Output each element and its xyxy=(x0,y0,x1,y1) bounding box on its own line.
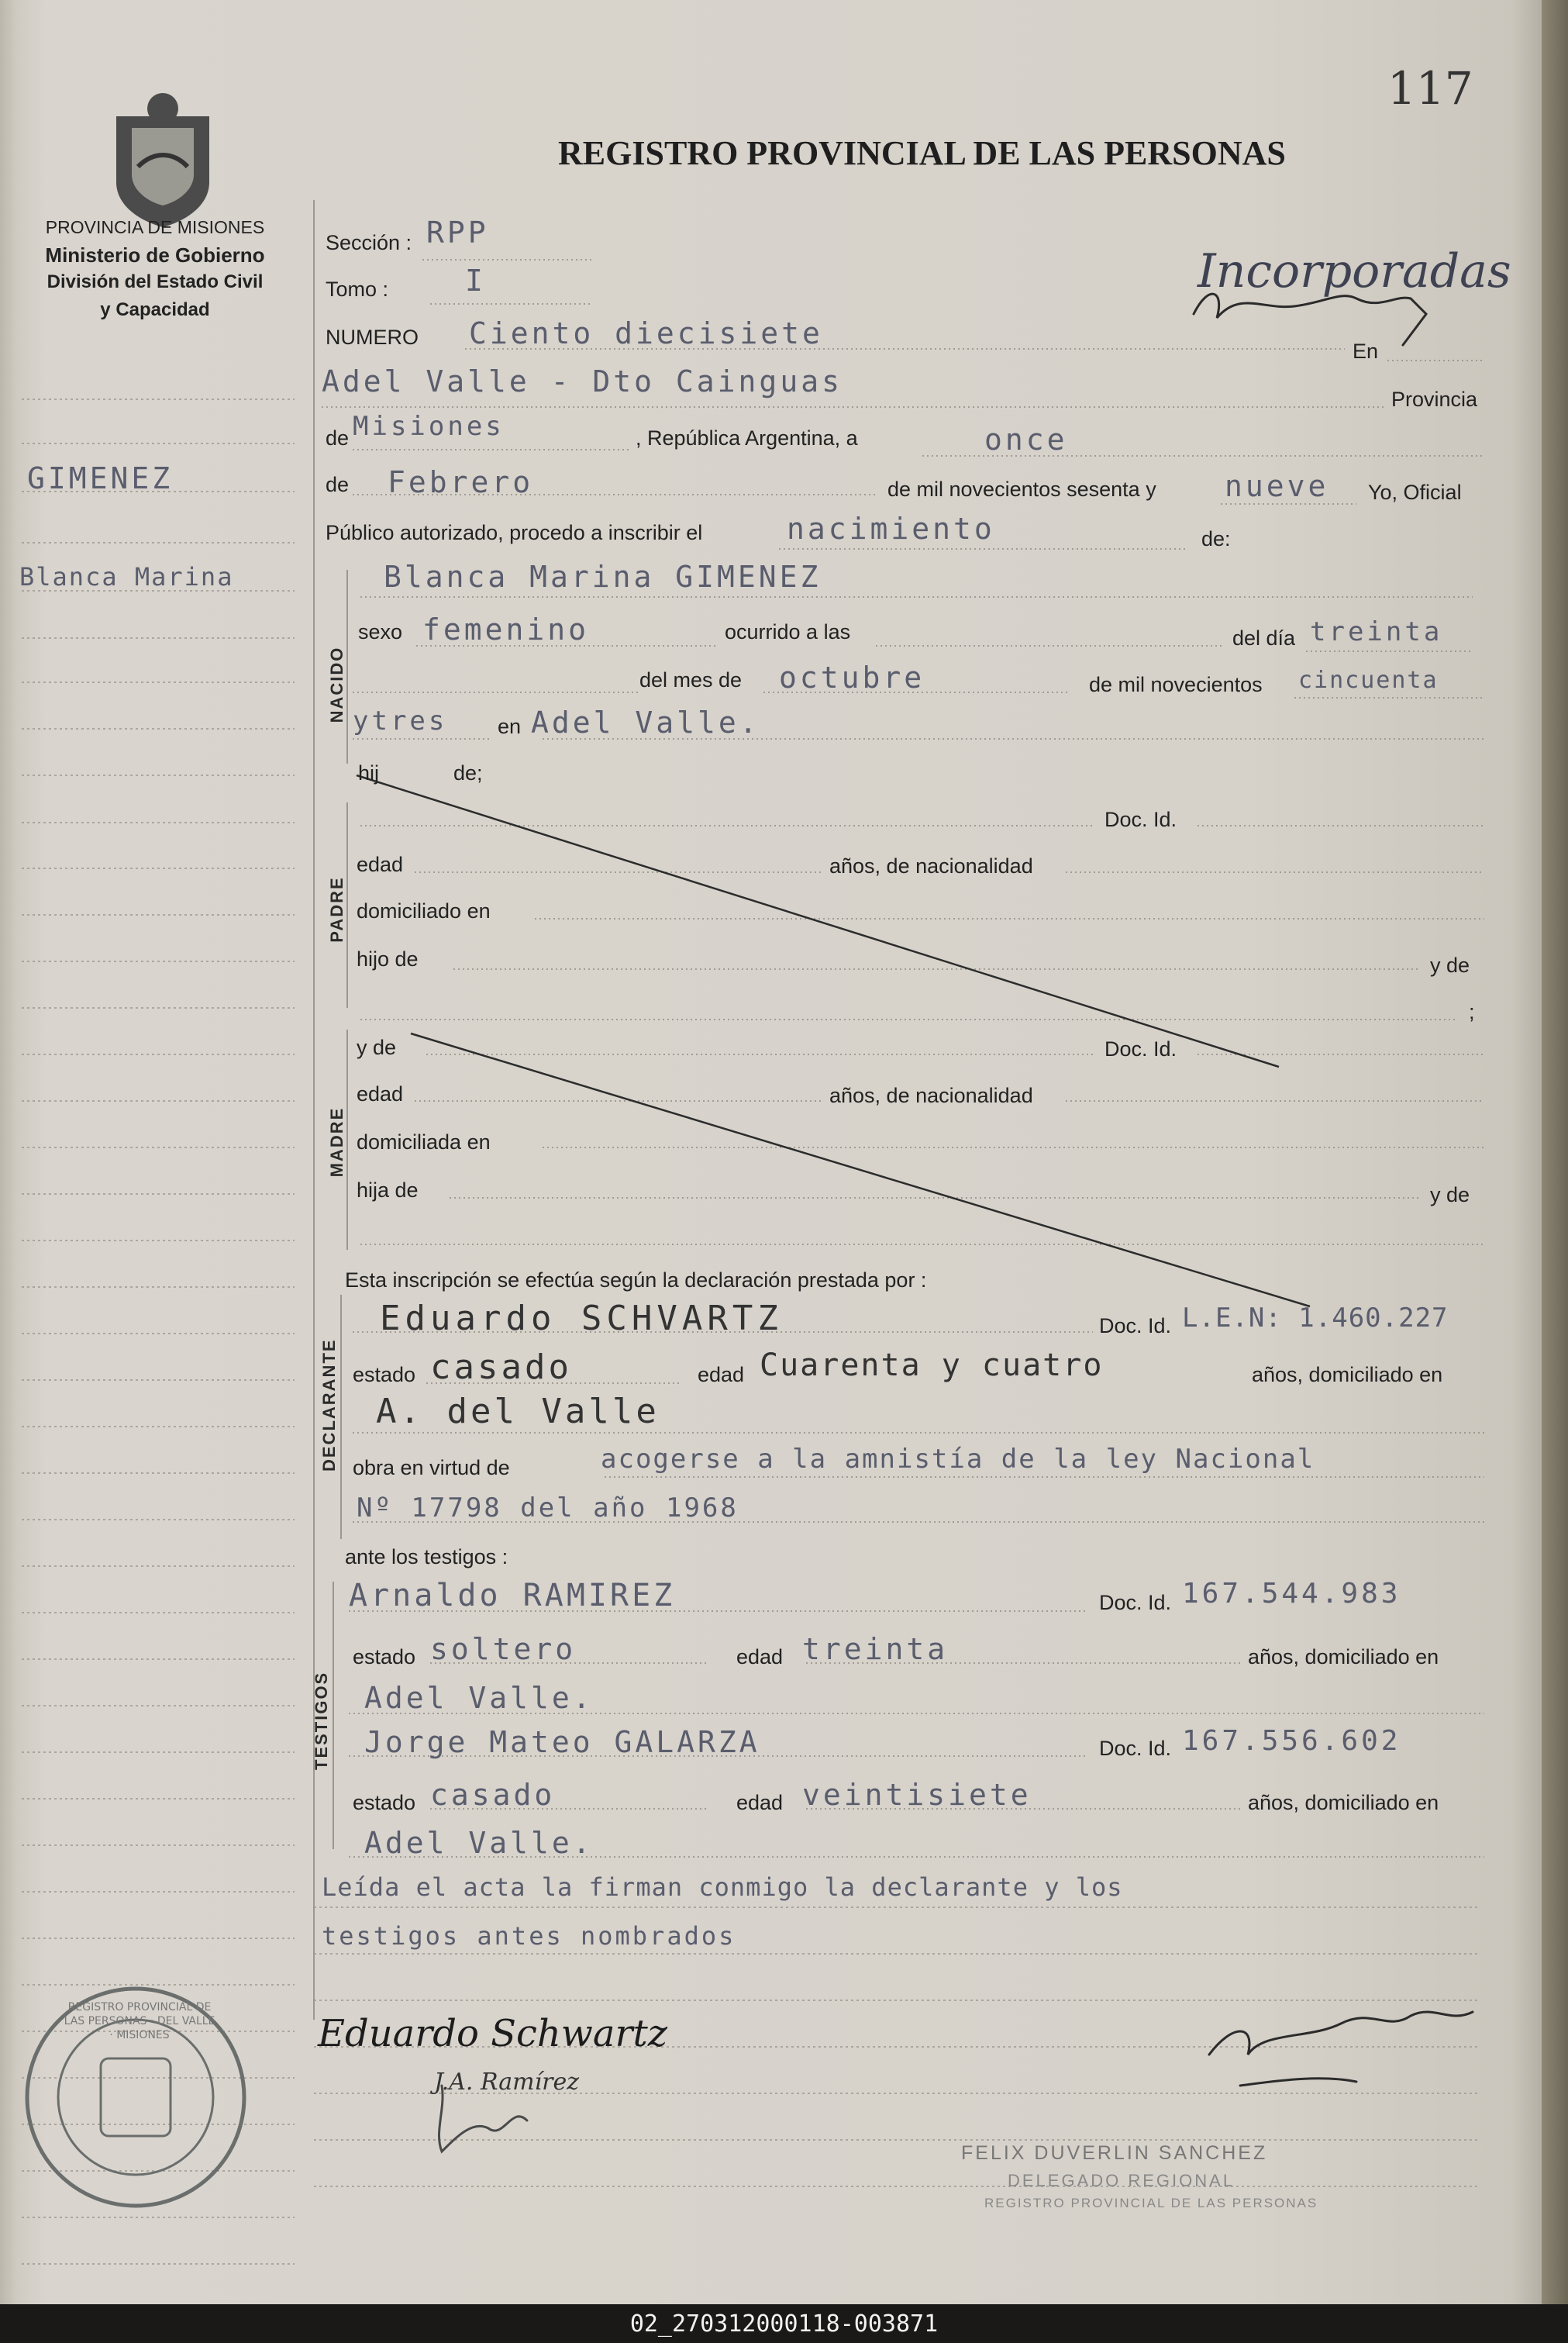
margin-surname: GIMENEZ xyxy=(27,461,174,495)
obra-label: obra en virtud de xyxy=(353,1456,510,1479)
declarante-edad-label: edad xyxy=(698,1363,745,1386)
padre-edad-label: edad xyxy=(357,853,404,876)
margin-given-name: Blanca Marina xyxy=(19,562,234,592)
mil-novecientos-label: de mil novecientos xyxy=(1089,673,1263,696)
testigo-1-estado-value: soltero xyxy=(430,1632,577,1666)
testigo-1-edad-label: edad xyxy=(736,1645,784,1668)
del-dia-label: del día xyxy=(1232,626,1296,650)
seal-text: REGISTRO PROVINCIAL DE LAS PERSONAS · DEL VALLE · MISIONES xyxy=(64,2001,215,2041)
lugar-value: Adel Valle - Dto Cainguas xyxy=(322,364,843,399)
testigo-1-doc-label: Doc. Id. xyxy=(1099,1591,1172,1614)
testigo-1-doc-value: 167.544.983 xyxy=(1182,1578,1401,1610)
section-padre: PADRE xyxy=(327,876,346,943)
obra-value-1: acogerse a la amnistía de la ley Nacional xyxy=(601,1444,1315,1475)
dia-registro-value: once xyxy=(984,423,1068,457)
mes-nac-value: octubre xyxy=(779,661,925,695)
testigo-1-domicilio-value: Adel Valle. xyxy=(364,1681,594,1715)
mes-registro-value: Febrero xyxy=(388,465,534,499)
de-label-1: de xyxy=(326,426,350,450)
acto-value: nacimiento xyxy=(787,512,995,546)
ministry-label: Ministerio de Gobierno xyxy=(45,243,265,267)
testigo-1-anos-label: años, domiciliado en xyxy=(1248,1645,1439,1668)
section-testigos: TESTIGOS xyxy=(312,1671,331,1770)
publico-label: Público autorizado, procedo a inscribir el xyxy=(326,521,703,544)
declarante-doc-value: L.E.N: 1.460.227 xyxy=(1182,1303,1449,1334)
madre-domicilio-label: domiciliada en xyxy=(357,1130,491,1154)
padre-domicilio-label: domiciliado en xyxy=(357,899,491,923)
declarante-estado-label: estado xyxy=(353,1363,416,1386)
closing-line-1: Leída el acta la firman conmigo la declarante y los xyxy=(322,1872,1123,1902)
padre-doc-label: Doc. Id. xyxy=(1104,808,1177,831)
en-label: En xyxy=(1353,340,1379,363)
de-colon-label: de: xyxy=(1201,527,1231,550)
image-id: 02_270312000118-003871 xyxy=(629,2310,939,2338)
margin-note: Incorporadas xyxy=(1198,244,1511,298)
testigo-2-domicilio-value: Adel Valle. xyxy=(364,1826,594,1860)
padre-semicolon: ; xyxy=(1469,1000,1475,1023)
declarante-nombre-value: Eduardo SCHVARTZ xyxy=(380,1299,783,1338)
del-mes-label: del mes de xyxy=(639,668,743,692)
emblem-icon xyxy=(116,93,209,227)
testigo-2-doc-value: 167.556.602 xyxy=(1182,1725,1401,1757)
page-number: 117 xyxy=(1387,62,1473,115)
testigo-2-nombre: Jorge Mateo GALARZA xyxy=(364,1725,760,1759)
de-mil-label: de mil novecientos sesenta y xyxy=(887,478,1156,501)
section-nacido: NACIDO xyxy=(327,646,346,723)
testigo-2-estado-value: casado xyxy=(430,1778,556,1812)
closing-line-2: testigos antes nombrados xyxy=(322,1921,736,1951)
republica-label: , República Argentina, a xyxy=(636,426,858,450)
declarante-estado-value: casado xyxy=(430,1347,572,1387)
anio-nac-value-1: cincuenta xyxy=(1298,667,1439,694)
tomo-label: Tomo : xyxy=(326,278,389,301)
official-office: REGISTRO PROVINCIAL DE LAS PERSONAS xyxy=(984,2196,1318,2210)
official-name: FELIX DUVERLIN SANCHEZ xyxy=(961,2142,1268,2164)
madre-y-de-label: y de xyxy=(357,1036,397,1059)
yo-oficial-label: Yo, Oficial xyxy=(1368,481,1462,504)
seccion-value: RPP xyxy=(426,216,489,250)
declarante-edad-value: Cuarenta y cuatro xyxy=(760,1347,1104,1383)
sexo-value: femenino xyxy=(422,612,590,647)
inscripcion-label: Esta inscripción se efectúa según la declaración prestada por : xyxy=(345,1268,927,1292)
testigo-1-estado-label: estado xyxy=(353,1645,416,1668)
dia-nac-value: treinta xyxy=(1310,616,1443,647)
numero-value: Ciento diecisiete xyxy=(469,316,823,350)
capacity-label: y Capacidad xyxy=(100,299,210,320)
de-semi-label: de; xyxy=(453,761,483,785)
testigo-2-edad-value: veintisiete xyxy=(802,1778,1032,1812)
testigo-signature: J.A. Ramírez xyxy=(434,2069,580,2096)
testigo-2-doc-label: Doc. Id. xyxy=(1099,1737,1172,1760)
sexo-label: sexo xyxy=(358,620,403,644)
provincia-value: Misiones xyxy=(353,411,505,442)
testigo-2-estado-label: estado xyxy=(353,1791,416,1814)
ocurrido-label: ocurrido a las xyxy=(725,620,851,644)
declarante-signature: Eduardo Schwartz xyxy=(318,2012,668,2055)
image-footer xyxy=(0,2304,1568,2343)
section-madre: MADRE xyxy=(327,1106,346,1178)
testigo-2-edad-label: edad xyxy=(736,1791,784,1814)
provincia-label: Provincia xyxy=(1391,388,1478,411)
testigo-1-edad-value: treinta xyxy=(802,1632,949,1666)
testigo-1-nombre: Arnaldo RAMIREZ xyxy=(349,1578,676,1613)
declarante-domicilio-value: A. del Valle xyxy=(376,1392,660,1431)
padre-anos-label: años, de nacionalidad xyxy=(829,854,1033,878)
obra-value-2: Nº 17798 del año 1968 xyxy=(357,1492,739,1523)
official-title: DELEGADO REGIONAL xyxy=(1008,2171,1235,2190)
section-declarante: DECLARANTE xyxy=(319,1338,339,1472)
lugar-nac-value: Adel Valle. xyxy=(531,706,760,740)
declarante-anos-label: años, domiciliado en xyxy=(1252,1363,1443,1386)
padre-y-de-label: y de xyxy=(1430,954,1470,977)
seccion-label: Sección : xyxy=(326,231,412,254)
madre-edad-label: edad xyxy=(357,1082,404,1106)
hij-label: hij xyxy=(358,761,380,785)
testigo-2-anos-label: años, domiciliado en xyxy=(1248,1791,1439,1814)
ante-testigos-label: ante los testigos : xyxy=(345,1545,508,1568)
nombre-inscripto-value: Blanca Marina GIMENEZ xyxy=(384,560,822,594)
province-label: PROVINCIA DE MISIONES xyxy=(45,217,265,237)
madre-doc-label: Doc. Id. xyxy=(1104,1037,1177,1061)
document-title: REGISTRO PROVINCIAL DE LAS PERSONAS xyxy=(558,134,1286,172)
en-lugar-label: en xyxy=(498,715,522,738)
madre-hija-de-label: hija de xyxy=(357,1178,419,1202)
numero-label: NUMERO xyxy=(326,326,419,349)
anio-registro-value: nueve xyxy=(1225,469,1329,503)
declarante-doc-label: Doc. Id. xyxy=(1099,1314,1172,1337)
anio-nac-value-2: ytres xyxy=(353,706,448,737)
tomo-value: I xyxy=(465,264,486,298)
de-label-2: de xyxy=(326,473,350,496)
madre-y-de-label-2: y de xyxy=(1430,1183,1470,1206)
padre-hijo-de-label: hijo de xyxy=(357,947,419,971)
madre-anos-label: años, de nacionalidad xyxy=(829,1084,1033,1107)
division-label: División del Estado Civil xyxy=(47,271,264,292)
